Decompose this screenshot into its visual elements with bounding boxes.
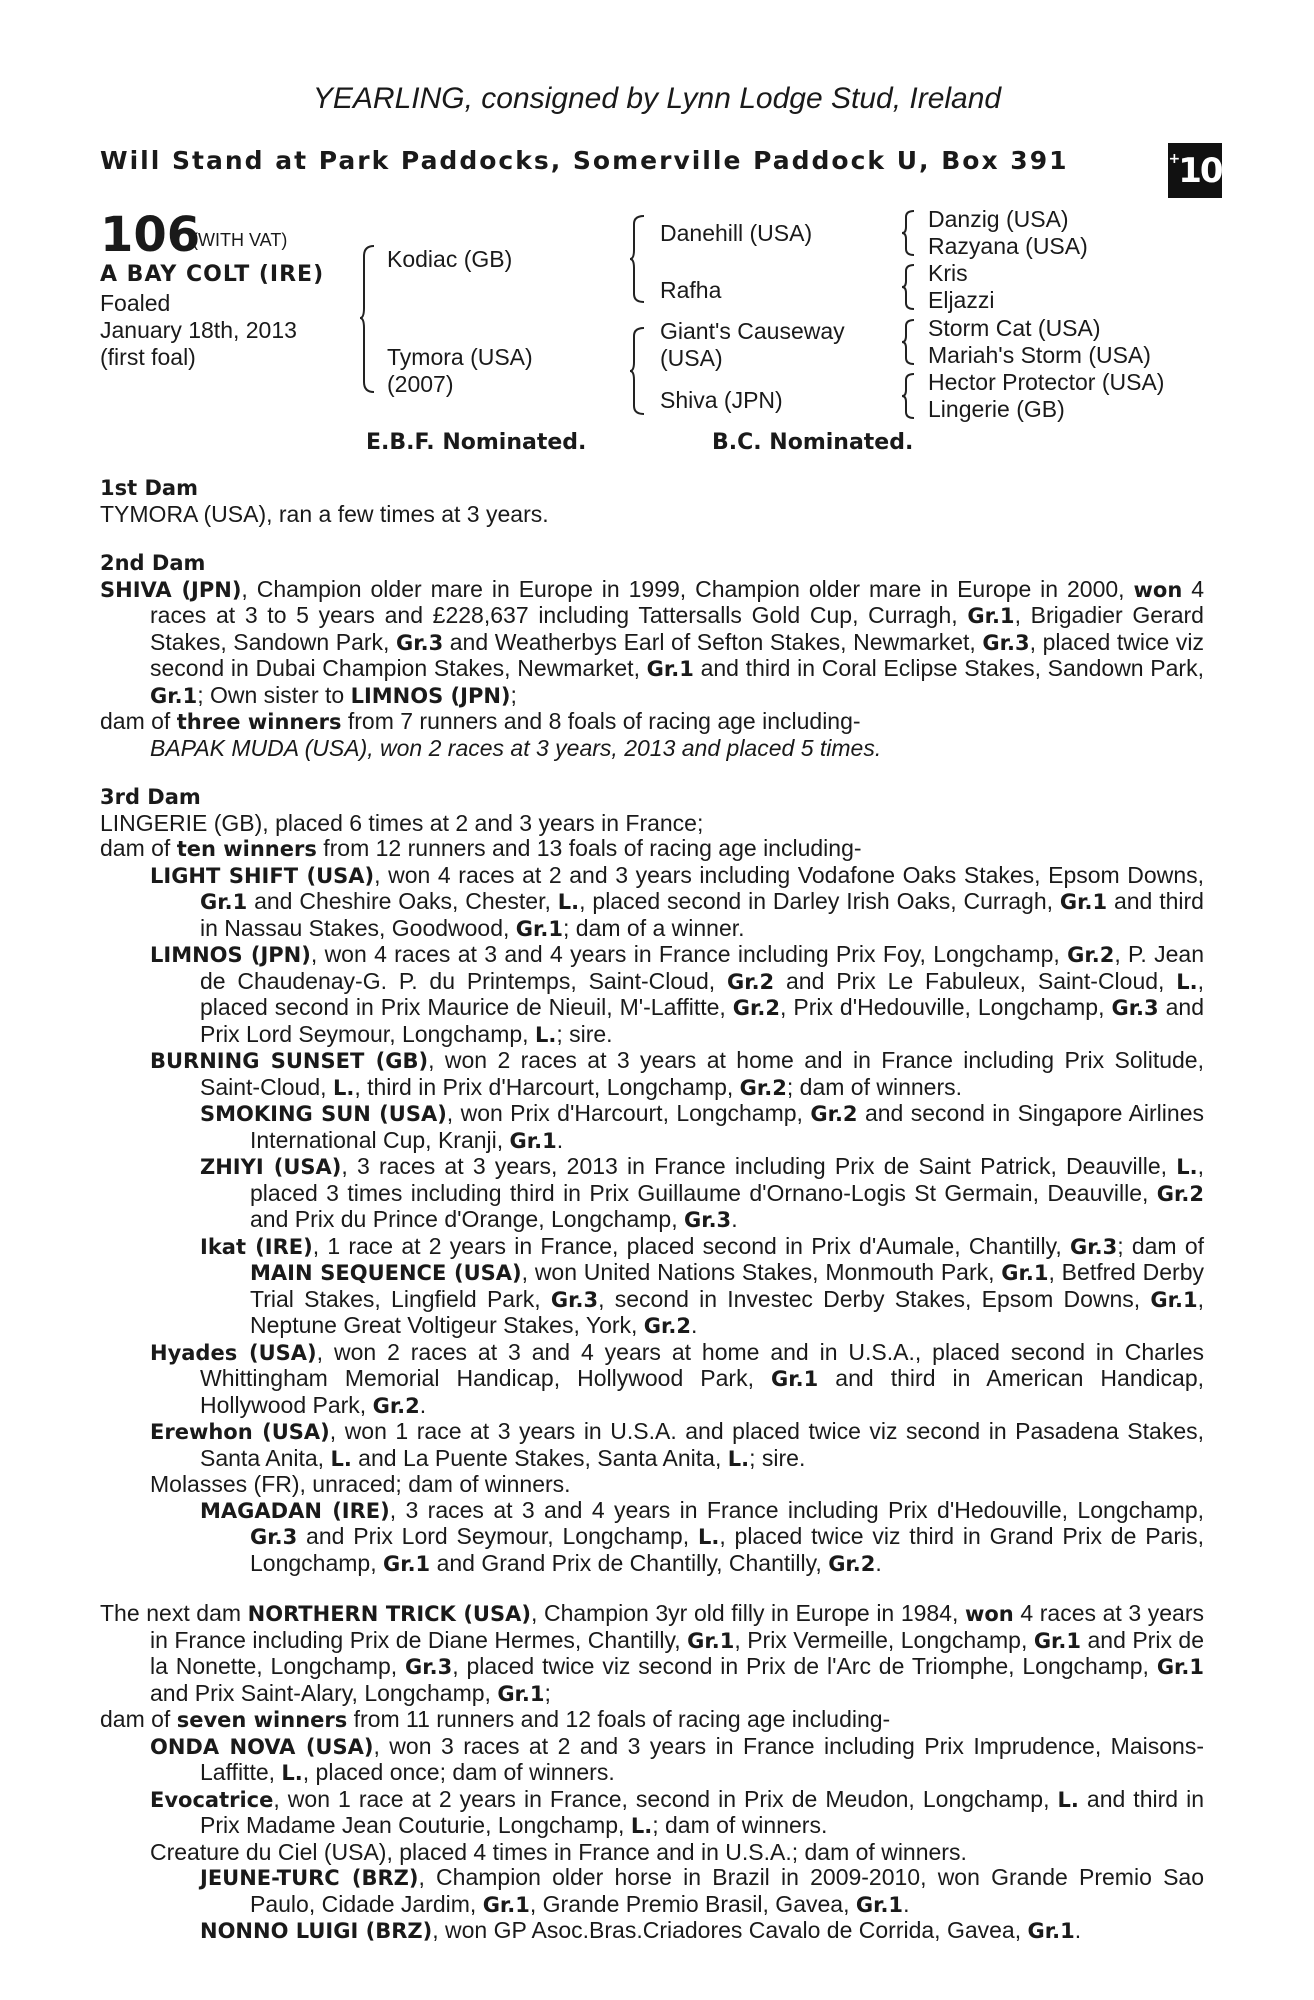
dam1-title: 1st Dam [100,476,198,500]
grandsire-3: Kris [928,260,968,286]
sire: Kodiac (GB) [387,246,513,272]
produce-molasses: Molasses (FR), unraced; dam of winners. [150,1471,571,1497]
dam2-produce-summary: dam of three winners from 7 runners and 8 foals of racing age including- [100,708,861,734]
grandsire-1: Danzig (USA) [928,206,1069,232]
lot-logo-icon: + 10 [1168,143,1222,198]
foaled-label: Foaled [100,290,171,316]
produce-jeune-turc: JEUNE-TURC (BRZ), Champion older horse in Brazil in 2009-2010, won Grande Premio Sao Paulo, Cidade Jardim, Gr.1, Grande Premio Brasil, Gavea, Gr.1. [200,1864,1204,1917]
dam-year: (2007) [387,371,454,397]
foaled-date: January 18th, 2013 [100,317,297,343]
pedigree-brace-g4 [902,372,916,420]
dam-sire-line2: (USA) [660,345,723,371]
sire-dam: Rafha [660,277,722,303]
dam1-text: TYMORA (USA), ran a few times at 3 years. [100,500,549,527]
produce-smoking-sun: SMOKING SUN (USA), won Prix d'Harcourt, Longchamp, Gr.2 and second in Singapore Airlines International Cup, Kranji, Gr.1. [200,1100,1204,1153]
produce-creature-du-ciel: Creature du Ciel (USA), placed 4 times in France and in U.S.A.; dam of winners. [150,1838,967,1865]
produce-erewhon: Erewhon (USA), won 1 race at 3 years in U.S.A. and placed twice viz second in Pasadena Stakes, Santa Anita, L. and La Puente Stakes, Santa Anita, L.; sire. [150,1418,1205,1471]
grandsire-5: Storm Cat (USA) [928,315,1101,341]
catalogue-body [100,476,1204,1945]
grandsire-4: Eljazzi [928,287,995,313]
produce-evocatrice: Evocatrice, won 1 race at 2 years in France, second in Prix de Meudon, Longchamp, L. and third in Prix Madame Jean Couturie, Longchamp, L.; dam of winners. [150,1785,1204,1838]
vat-label: (WITH VAT) [192,230,288,250]
ebf-nomination: E.B.F. Nominated. [366,430,587,455]
produce-zhiyi: ZHIYI (USA), 3 races at 3 years, 2013 in France including Prix de Saint Patrick, Deauville, L., placed 3 times including third in Prix Guillaume d'Ornano-Logis St Germain, Deauville, Gr.2 and Prix du Prince d'Orange, Longchamp, Gr.3. [200,1153,1204,1232]
bc-nomination: B.C. Nominated. [712,430,914,455]
produce-magadan: MAGADAN (IRE), 3 races at 3 and 4 years in France including Prix d'Hedouville, Longchamp, Gr.3 and Prix Lord Seymour, Longchamp, L., placed twice viz third in Grand Prix de Paris, Longchamp, Gr.1 and Grand Prix de Chantilly, Chantilly, Gr.2. [200,1496,1204,1576]
grandsire-2: Razyana (USA) [928,233,1088,259]
produce-limnos: LIMNOS (JPN), won 4 races at 3 and 4 years in France including Prix Foy, Longchamp, Gr.2, P. Jean de Chaudenay-G. P. du Printemps, Saint-Cloud, Gr.2 and Prix Le Fabuleux, Saint-Cloud, L., placed second in Prix Maurice de Nieuil, M'-Laffitte, Gr.2, Prix d'Hedouville, Longchamp, Gr.3 and Prix Lord Seymour, Longchamp, L.; sire. [150,941,1205,1047]
lot-name: A BAY COLT (IRE) [100,262,325,287]
dam-sire-line1: Giant's Causeway [660,318,845,344]
produce-hyades: Hyades (USA), won 2 races at 3 and 4 years at home and in U.S.A., placed second in Charles Whittingham Memorial Handicap, Hollywood Park, Gr.1 and third in American Handicap, Hollywood Park, Gr.2. [150,1338,1204,1418]
pedigree-brace-dam [630,326,646,416]
dam3-produce-summary: dam of ten winners from 12 runners and 13 foals of racing age including- [100,835,862,861]
dam3-title: 3rd Dam [100,785,201,809]
next-dam-northern-trick: The next dam NORTHERN TRICK (USA), Champion 3yr old filly in Europe in 1984, won 4 races at 3 years in France including Prix de Diane Hermes, Chantilly, Gr.1, Prix Vermeille, Longchamp, Gr.1 and Prix de la Nonette, Longchamp, Gr.3, placed twice viz second in Prix de l'Arc de Triomphe, Longchamp, Gr.1 and Prix Saint-Alary, Longchamp, Gr.1; [100,1600,1205,1706]
dam-dam: Shiva (JPN) [660,387,783,413]
sire-sire: Danehill (USA) [660,220,813,246]
grandsire-7: Hector Protector (USA) [928,369,1165,395]
pedigree-brace-g3 [902,318,916,366]
pedigree-brace-sire [630,214,646,304]
produce-light-shift: LIGHT SHIFT (USA), won 4 races at 2 and 3 years including Vodafone Oaks Stakes, Epsom Downs, Gr.1 and Cheshire Oaks, Chester, L., placed second in Darley Irish Oaks, Curragh, Gr.1 and third in Nassau Stakes, Goodwood, Gr.1; dam of a winner. [150,861,1204,941]
next-dam-produce-summary: dam of seven winners from 11 runners and 12 foals of racing age including- [100,1706,891,1732]
dam3-lingerie: LINGERIE (GB), placed 6 times at 2 and 3 years in France; [100,809,704,836]
lot-number: 106 [100,207,201,263]
produce-nonno-luigi: NONNO LUIGI (BRZ), won GP Asoc.Bras.Criadores Cavalo de Corrida, Gavea, Gr.1. [200,1917,1082,1943]
dam2-title: 2nd Dam [100,551,206,575]
produce-ikat: Ikat (IRE), 1 race at 2 years in France, placed second in Prix d'Aumale, Chantilly, Gr.3; dam of MAIN SEQUENCE (USA), won United Nations Stakes, Monmouth Park, Gr.1, Betfred Derby Trial Stakes, Lingfield Park, Gr.3, second in Investec Derby Stakes, Epsom Downs, Gr.1, Neptune Great Voltigeur Stakes, York, Gr.2. [200,1232,1205,1338]
lot-note: (first foal) [100,344,196,370]
pedigree-brace-g1 [902,209,916,257]
produce-onda-nova: ONDA NOVA (USA), won 3 races at 2 and 3 years in France including Prix Imprudence, Maisons-Laffitte, L., placed once; dam of winners. [150,1732,1204,1785]
pedigree-brace-main [360,244,376,394]
dam: Tymora (USA) [387,344,533,370]
grandsire-8: Lingerie (GB) [928,396,1065,422]
stand-location: Will Stand at Park Paddocks, Somerville Paddock U, Box 391 [100,146,1069,175]
produce-burning-sunset: BURNING SUNSET (GB), won 2 races at 3 years at home and in France including Prix Solitude, Saint-Cloud, L., third in Prix d'Harcourt, Longchamp, Gr.2; dam of winners. [150,1047,1204,1100]
pedigree-brace-g2 [902,263,916,311]
dam2-produce-bapak-muda: BAPAK MUDA (USA), won 2 races at 3 years, 2013 and placed 5 times. [150,734,882,761]
dam2-shiva: SHIVA (JPN), Champion older mare in Europe in 1999, Champion older mare in Europe in 2000, won 4 races at 3 to 5 years and £228,637 including Tattersalls Gold Cup, Curragh, Gr.1, Brigadier Gerard Stakes, Sandown Park, Gr.3 and Weatherbys Earl of Sefton Stakes, Newmarket, Gr.3, placed twice viz second in Dubai Champion Stakes, Newmarket, Gr.1 and third in Coral Eclipse Stakes, Sandown Park, Gr.1; Own sister to LIMNOS (JPN); [100,575,1204,708]
page-header-title: YEARLING, consigned by Lynn Lodge Stud, Ireland [312,82,1002,115]
grandsire-6: Mariah's Storm (USA) [928,342,1151,368]
